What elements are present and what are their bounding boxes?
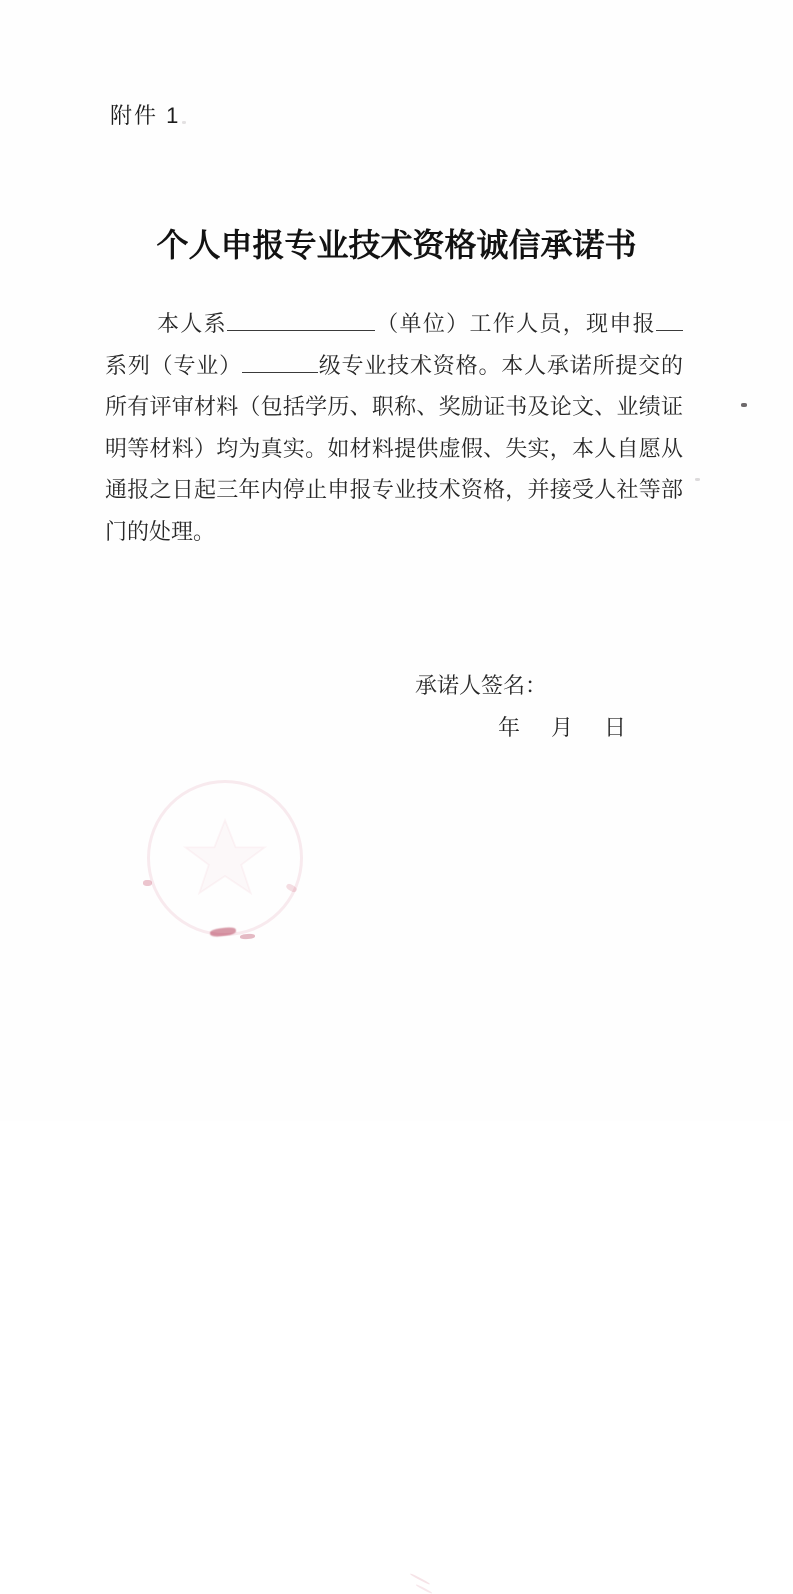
date-month-label: 月 (550, 715, 573, 740)
body-line-2-post: 级专业技术资格。本人承诺所提交的 (317, 352, 683, 378)
attachment-label: 附件 1 (110, 103, 181, 128)
body-line-3: 所有评审材料（包括学历、职称、奖励证书及论文、业绩证 (105, 394, 683, 419)
seal-star-icon (180, 813, 270, 903)
seal-smudge (410, 1573, 430, 1585)
body-line-1 (105, 303, 683, 345)
date-day-label: 日 (603, 715, 626, 740)
blank-unit-field (227, 306, 375, 331)
seal-ink-smudge (143, 880, 152, 886)
scan-speck (182, 121, 186, 124)
page-title: 个人申报专业技术资格诚信承诺书 (156, 227, 637, 263)
body-line-5: 通报之日起三年内停止申报专业技术资格，并接受人社等部 (105, 477, 683, 502)
seal-smudge (416, 1584, 433, 1594)
body-line-1-mid: （单位）工作人员，现申报 (374, 311, 656, 336)
scan-speck (695, 478, 700, 481)
scan-speck (741, 403, 747, 407)
date-year-label: 年 (498, 715, 521, 740)
date-line (498, 711, 626, 742)
body-line-2-pre: 系列（专业） (105, 352, 242, 378)
blank-level-field (242, 348, 318, 373)
body-line-6: 门的处理。 (105, 518, 216, 544)
signature-label: 承诺人签名： (415, 673, 548, 698)
body-line-2 (105, 345, 683, 387)
body-paragraph (105, 303, 683, 552)
red-seal-stamp (147, 780, 303, 936)
body-line-4: 明等材料）均为真实。如材料提供虚假、失实，本人自愿从 (105, 435, 683, 461)
blank-series-field-start (656, 306, 683, 331)
seal-ink-smudge (240, 933, 255, 939)
body-line-1-pre: 本人系 (157, 311, 227, 336)
